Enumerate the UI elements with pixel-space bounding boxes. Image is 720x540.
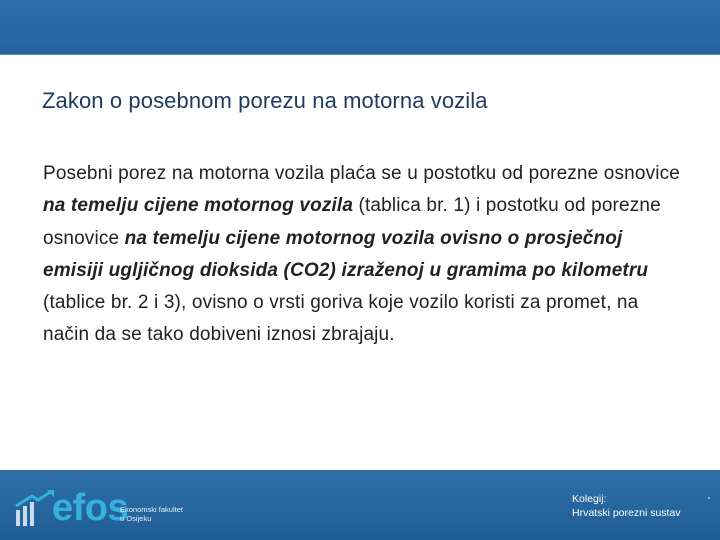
course-label: Kolegij: — [572, 493, 607, 505]
body-emphasis-1: na temelju cijene motornog vozila — [43, 195, 354, 217]
course-info — [572, 492, 681, 520]
body-emphasis-2: na temelju cijene motornog vozila ovisno o prosječnoj emisiji ugljičnog dioksida (CO2) izraženoj u gramima po kilometru — [43, 227, 649, 281]
footer — [0, 470, 720, 540]
logo-sub-line1: Ekonomski fakultet — [120, 505, 183, 514]
course-name: Hrvatski porezni sustav — [572, 507, 681, 519]
slide-title: Zakon o posebnom porezu na motorna vozila — [42, 88, 488, 113]
footer-dot — [708, 497, 710, 499]
body-segment-3: (tablice br. 2 i 3), ovisno o vrsti goriva koje vozilo koristi za promet, na način da se tako dobiveni iznosi zbrajaju. — [43, 292, 639, 346]
logo-subtitle — [120, 505, 200, 523]
top-band — [0, 0, 720, 55]
logo-wordmark: efos — [52, 487, 129, 529]
body-segment-1: Posebni porez na motorna vozila plaća se u postotku od porezne osnovice — [43, 163, 680, 184]
slide-body — [43, 158, 683, 352]
logo-sub-line2: u Osijeku — [120, 514, 152, 523]
body-segment-2: (tablica br. 1) i postotku od porezne osnovice — [43, 195, 661, 249]
